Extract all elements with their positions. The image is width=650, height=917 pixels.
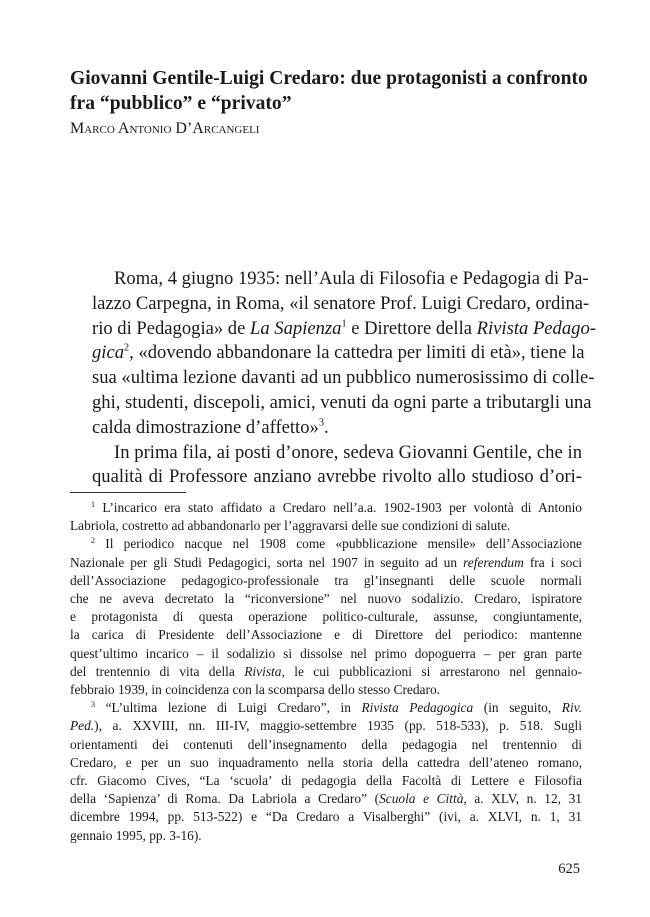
article-author: Marco Antonio D’Arcangeli xyxy=(70,120,260,137)
footnote-separator xyxy=(70,492,186,493)
body-line: sua «ultima lezione davanti ad un pubblico numerosissimo di colle- xyxy=(92,367,595,389)
body-line: calda dimostrazione d’affetto»$^3$. xyxy=(92,416,329,438)
body-line: rio di Pedagogia» de La Sapienza$^1$ e Direttore della Rivista Pedago- xyxy=(92,317,596,339)
article-title xyxy=(70,66,590,116)
work-title-la-sapienza: La Sapienza xyxy=(250,317,342,339)
footnote-1: $^1$ L’incarico era stato affidato a Credaro nell’a.a. 1902-1903 per volontà di Antonio Labriola, costretto ad abbandonarlo per l’aggravarsi delle sue condizioni di salute. xyxy=(70,499,582,534)
work-title-rivista: Rivista Pedago- xyxy=(476,317,596,339)
footnote-2: $^2$ Il periodico nacque nel 1908 come «pubblicazione mensile» dell’Associazione Nazionale per gli Studi Pedagogici, sorta nel 1907 in seguito ad un referendum fra i soci dell’Associazione pedagogico-professionale tra gl’insegnanti delle scuole normali che ne aveva decretato la “riconversione” nel nuovo sodalizio. Credaro, ispiratore e protagonista di questa operazione politico-culturale, assunse, congiuntamente, la carica di Presidente dell’Associazione e di Direttore del periodico: mantenne quest’ultimo incarico – il sodalizio si dissolse nel primo dopoguerra – per gran parte del trentennio di vita della Rivista, le cui pubblicazioni si arrestarono nel gennaio- febbraio 1939, in coincidenza con la scomparsa dello stesso Credaro. xyxy=(70,536,582,698)
footnote-3: $^3$ “L’ultima lezione di Luigi Credaro”, in Rivista Pedagogica (in seguito, Riv. Ped.), a. XXVIII, nn. III-IV, maggio-settembre 1935 (pp. 518-533), p. 518. Sugli orientamenti dei contenuti dell’insegnamento della pedagogia nel trentennio di Credaro, e per un suo inquadramento nella storia della cattedra dell’ateneo romano, cfr. Giacomo Cives, “La ‘scuola’ di pedagogia della Facoltà di Lettere e Filosofia della ‘Sapienza’ di Roma. Da Labriola a Credaro” (Scuola e Città, a. XLV, n. 12, 31 dicembre 1994, pp. 513-522) e “Da Credaro a Visalberghi” (ivi, a. XLVI, n. 1, 31 gennaio 1995, pp. 3-16). xyxy=(70,700,582,843)
body-line: ghi, studenti, discepoli, amici, venuti da ogni parte a tributargli una xyxy=(92,391,592,413)
paragraph-2 xyxy=(70,441,582,491)
body-line: qualità di Professore anziano avrebbe rivolto allo studioso d’ori- xyxy=(92,466,582,488)
body-line: In prima fila, ai posti d’onore, sedeva Giovanni Gentile, che in xyxy=(114,441,582,463)
page-number: 625 xyxy=(558,861,580,877)
body-line: Roma, 4 giugno 1935: nell’Aula di Filosofia e Pedagogia di Pa- xyxy=(114,268,589,289)
body-line: gica$^2$, «dovendo abbandonare la cattedra per limiti di età», tiene la xyxy=(92,342,585,364)
title-line-1: Giovanni Gentile-Luigi Credaro: due protagonisti a confronto xyxy=(70,68,588,89)
title-line-2: fra “pubblico” e “privato” xyxy=(70,93,292,114)
footnote-ref-1[interactable]: 1 xyxy=(341,317,347,329)
paragraph-1 xyxy=(70,267,596,441)
footnotes xyxy=(70,499,582,845)
body-line: lazzo Carpegna, in Roma, «il senatore Prof. Luigi Credaro, ordina- xyxy=(92,292,590,314)
body-text xyxy=(70,267,596,490)
footnote-ref-3[interactable]: 3 xyxy=(318,417,324,429)
footnote-ref-2[interactable]: 2 xyxy=(124,342,130,354)
